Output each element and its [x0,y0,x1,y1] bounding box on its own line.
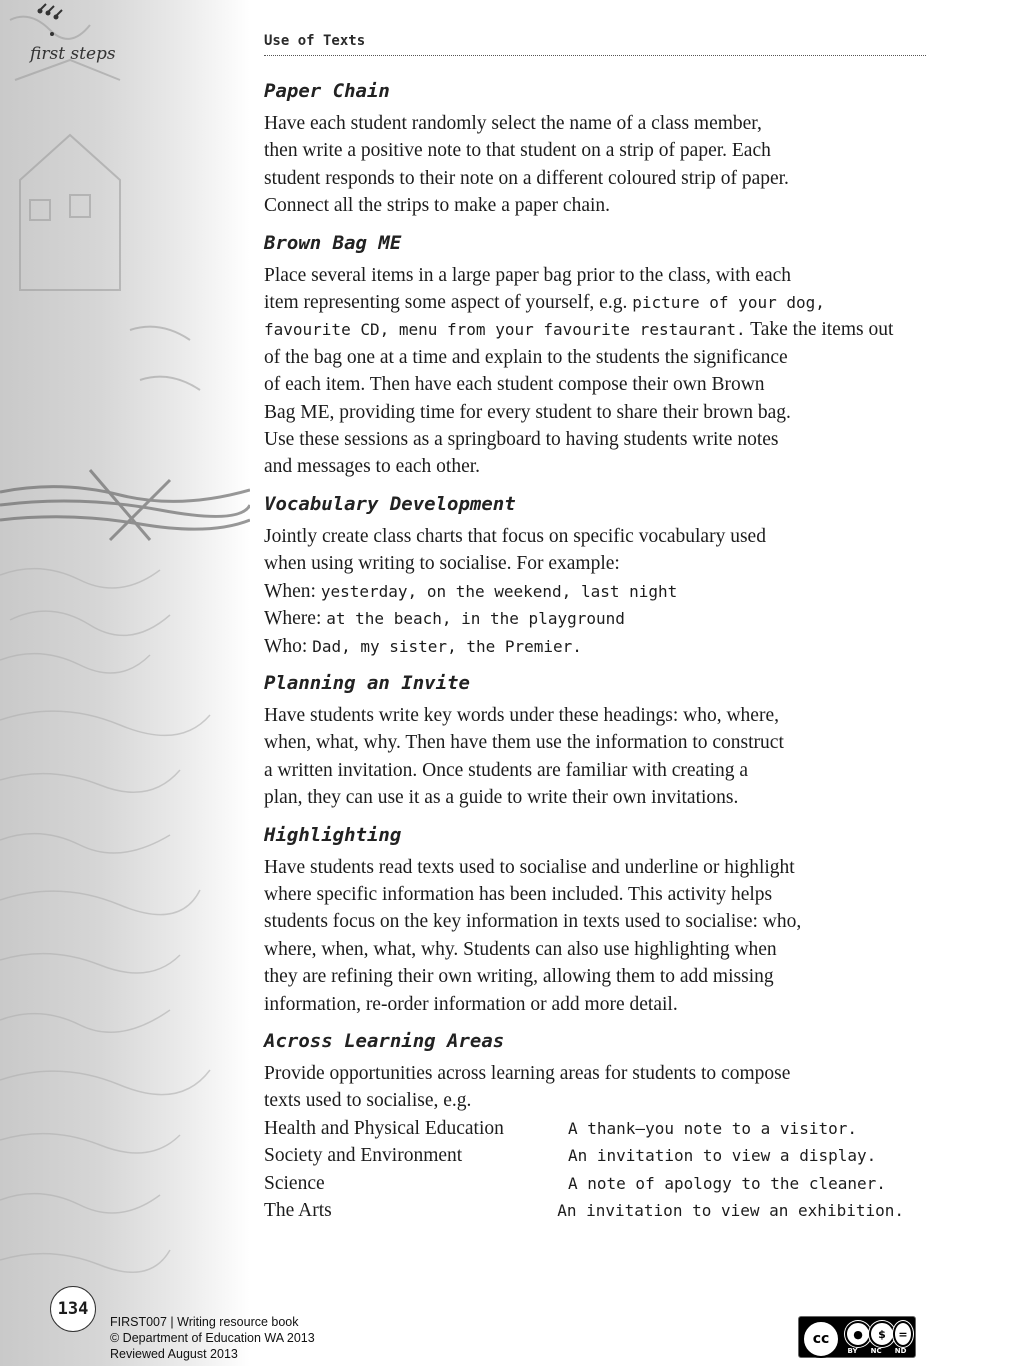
example-label: Who: [264,635,313,657]
example-line [264,578,904,605]
learning-area: Science [264,1172,325,1194]
section-brown-bag-me [264,230,904,481]
paragraph-line: when, what, why. Then have them use the information to construct [264,732,784,754]
learning-area-example: An invitation to view a display. [568,1146,877,1166]
learning-area: Health and Physical Education [264,1117,504,1139]
section-across-learning-areas [264,1028,904,1224]
section-vocabulary-development [264,491,904,660]
learning-area-row [264,1142,904,1169]
paragraph-line: and messages to each other. [264,456,481,478]
paragraph-line: students focus on the key information in texts used to socialise: who, [264,911,802,933]
paragraph-line: Have students read texts used to socialise and underline or highlight [264,856,795,878]
section-highlighting [264,822,904,1018]
paragraph-line: Have each student randomly select the name of a class member, [264,113,762,134]
paragraph-line: where, when, what, why. Students can also use highlighting when [264,938,777,960]
decorative-sidebar [0,0,250,1366]
paragraph-line: of the bag one at a time and explain to the students the significance [264,346,788,368]
paragraph-line: student responds to their note on a different coloured strip of paper. [264,167,789,189]
paragraph-line: Place several items in a large paper bag prior to the class, with each [264,264,792,286]
paragraph-text: Take the items out [745,319,894,341]
paragraph-line: when using writing to socialise. For example: [264,553,620,575]
license-labels [841,1347,913,1355]
license-label: ND [894,1347,907,1355]
section-heading: Paper Chain [264,80,390,102]
example-label: Where: [264,608,327,630]
learning-area-row [264,1197,904,1224]
paragraph-line: information, re-order information or add more detail. [264,993,678,1015]
paragraph-line: Jointly create class charts that focus on specific vocabulary used [264,525,766,547]
creative-commons-license-badge [798,1316,916,1358]
footer-line: Reviewed August 2013 [110,1347,238,1361]
learning-area-row [264,1115,904,1142]
handwriting-background-graphic [0,0,250,1366]
example-text: picture of your dog, [632,293,825,313]
example-line [264,633,904,660]
logo-text: first steps [30,44,116,64]
cc-icon: cc [802,1320,840,1358]
footer-line: © Department of Education WA 2013 [110,1331,315,1345]
noncommercial-icon: $ [869,1321,895,1347]
paragraph-text: item representing some aspect of yourself, e.g. [264,292,633,314]
section-heading: Across Learning Areas [264,1029,505,1052]
paragraph-line: Use these sessions as a springboard to having students write notes [264,429,779,451]
attribution-icon: ● [845,1321,871,1347]
example-line [264,605,904,632]
example-value: Dad, my sister, the Premier. [312,636,582,656]
paragraph-line: a written invitation. Once students are familiar with creating a [264,759,749,781]
section-paper-chain [264,78,904,220]
section-heading: Brown Bag ME [264,231,402,254]
section-planning-an-invite [264,670,904,812]
example-value: at the beach, in the playground [326,609,625,629]
learning-area: Society and Environment [264,1145,463,1167]
section-heading: Vocabulary Development [264,492,516,515]
paragraph-line: Provide opportunities across learning areas for students to compose [264,1062,791,1084]
paragraph-line: texts used to socialise, e.g. [264,1090,472,1112]
learning-area-example: A thank–you note to a visitor. [568,1118,857,1138]
footer-line: FIRST007 | Writing resource book [110,1315,299,1329]
example-label: When: [264,580,321,602]
paragraph-line: Bag ME, providing time for every student to share their brown bag. [264,401,791,423]
paragraph-line: Connect all the strips to make a paper chain. [264,195,611,217]
noderivatives-icon: = [893,1321,913,1347]
paragraph-line: plan, they can use it as a guide to write their own invitations. [264,787,739,809]
paragraph-line: then write a positive note to that student on a strip of paper. Each [264,140,771,162]
paragraph-line: of each item. Then have each student compose their own Brown [264,374,765,396]
running-head: Use of Texts [264,33,926,56]
paragraph-line [264,289,904,316]
example-value: yesterday, on the weekend, last night [320,581,678,601]
learning-area: The Arts [264,1200,332,1221]
paragraph-line: they are refining their own writing, allowing them to add missing [264,966,774,988]
footer [110,1314,315,1362]
learning-area-row [264,1170,904,1197]
learning-area-example: An invitation to view an exhibition. [557,1201,904,1220]
page-number: 134 [50,1286,96,1332]
paragraph-line: where specific information has been included. This activity helps [264,883,773,905]
section-heading: Highlighting [264,823,402,846]
paragraph-line [264,316,904,343]
section-heading: Planning an Invite [264,671,470,694]
license-label: BY [847,1347,858,1355]
license-label: NC [870,1347,882,1355]
paragraph-line: Have students write key words under these headings: who, where, [264,704,779,726]
example-text: favourite CD, menu from your favourite restaurant. [264,320,746,340]
main-content [264,78,904,1224]
learning-area-example: A note of apology to the cleaner. [568,1173,886,1193]
